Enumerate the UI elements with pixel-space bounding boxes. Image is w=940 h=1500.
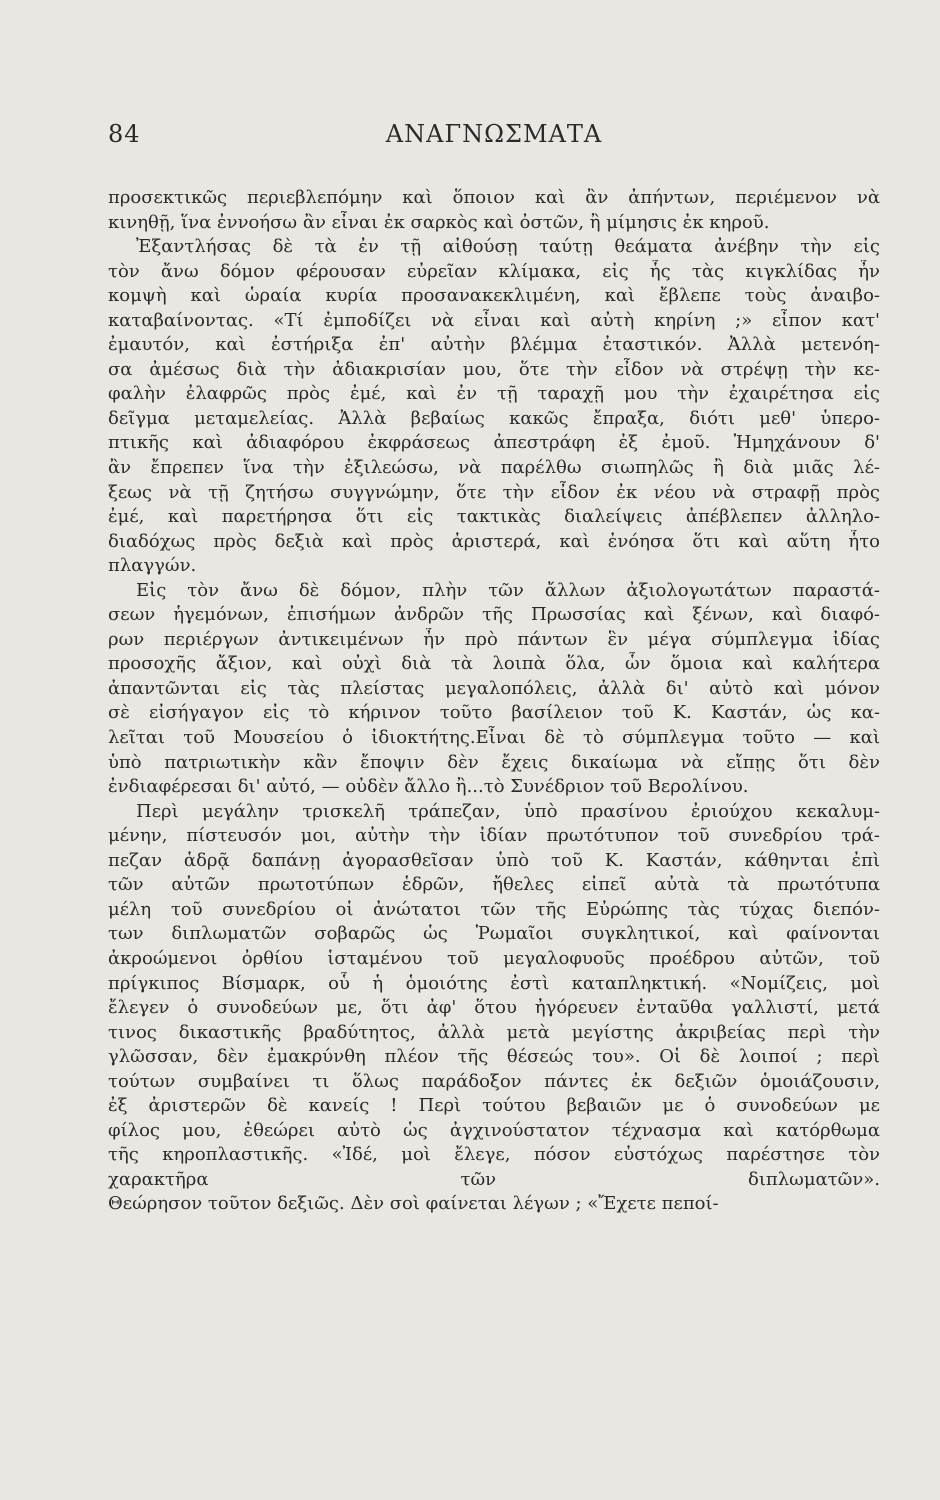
text-line: των διπλωματῶν σοβαρῶς ὡς Ῥωμαῖοι συγκλητικοί, καὶ φαίνονται bbox=[108, 923, 880, 945]
text-line: μένην, πίστευσόν μοι, αὐτὴν τὴν ἰδίαν πρωτότυπον τοῦ συνεδρίου τρά- bbox=[108, 825, 880, 847]
text-line: ἂν ἔπρεπεν ἵνα τὴν ἐξιλεώσω, νὰ παρέλθω σιωπηλῶς ἢ διὰ μιᾶς λέ- bbox=[108, 457, 880, 479]
text-line: ἐμαυτόν, καὶ ἐστήριξα ἐπ' αὐτὴν βλέμμα ἐταστικόν. Ἀλλὰ μετενόη- bbox=[108, 334, 880, 356]
text-line: τούτων συμβαίνει τι ὅλως παράδοξον πάντες ἐκ δεξιῶν ὁμοιάζουσιν, bbox=[108, 1070, 880, 1092]
text-line: κομψὴ καὶ ὡραία κυρία προσανακεκλιμένη, καὶ ἔβλεπε τοὺς ἀναιβο- bbox=[108, 285, 880, 307]
text-line: φαλὴν ἐλαφρῶς πρὸς ἐμέ, καὶ ἐν τῇ ταραχῇ μου τὴν ἐχαιρέτησα εἰς bbox=[108, 383, 880, 405]
text-line: φίλος μου, ἐθεώρει αὐτὸ ὡς ἀγχινούστατον τέχνασμα καὶ κατόρθωμα bbox=[108, 1119, 880, 1141]
text-line: μέλη τοῦ συνεδρίου οἱ ἀνώτατοι τῶν τῆς Εὐρώπης τὰς τύχας διεπόν- bbox=[108, 898, 880, 920]
text-line: πεζαν ἁδρᾷ δαπάνῃ ἀγορασθεῖσαν ὑπὸ τοῦ Κ. Καστάν, κάθηνται ἐπὶ bbox=[108, 849, 880, 871]
text-line: σεων ἡγεμόνων, ἐπισήμων ἀνδρῶν τῆς Πρωσσίας καὶ ξένων, καὶ διαφό- bbox=[108, 604, 880, 626]
page-header bbox=[108, 120, 880, 156]
text-line: καταβαίνοντας. «Τί ἐμποδίζει νὰ εἶναι καὶ αὐτὴ κηρίνη ;» εἶπον κατ' bbox=[108, 309, 880, 331]
text-line: ἀπαντῶνται εἰς τὰς πλείστας μεγαλοπόλεις, ἀλλὰ δι' αὐτὸ καὶ μόνον bbox=[108, 677, 880, 699]
text-line: ἐμέ, καὶ παρετήρησα ὅτι εἰς τακτικὰς διαλείψεις ἀπέβλεπεν ἀλληλο- bbox=[108, 506, 880, 528]
text-line: ρων περιέργων ἀντικειμένων ἦν πρὸ πάντων ἓν μέγα σύμπλεγμα ἰδίας bbox=[108, 628, 880, 650]
text-line: ἀκροώμενοι ὀρθίου ἱσταμένου τοῦ μεγαλοφυοῦς προέδρου αὐτῶν, τοῦ bbox=[108, 947, 880, 969]
text-line: Θεώρησον τοῦτον δεξιῶς. Δὲν σοὶ φαίνεται λέγων ; «Ἔχετε πεποί- bbox=[108, 1193, 719, 1215]
body-text bbox=[108, 186, 880, 1242]
text-line: σα ἀμέσως διὰ τὴν ἀδιακρισίαν μου, ὅτε τὴν εἶδον νὰ στρέψῃ τὴν κε- bbox=[108, 358, 880, 380]
text-line: ὑπὸ πατριωτικὴν κἂν ἔποψιν δὲν ἔχεις δικαίωμα νὰ εἴπῃς ὅτι δὲν bbox=[108, 751, 880, 773]
text-line: γλῶσσαν, δὲν ἐμακρύνθη πλέον τῆς θέσεώς του». Οἱ δὲ λοιποί ; περὶ bbox=[108, 1046, 880, 1068]
text-line: τινος δικαστικῆς βραδύτητος, ἀλλὰ μετὰ μεγίστης ἀκριβείας περὶ τὴν bbox=[108, 1021, 880, 1043]
text-line: προσοχῆς ἄξιον, καὶ οὐχὶ διὰ τὰ λοιπὰ ὅλα, ὧν ὅμοια καὶ καλήτερα bbox=[108, 653, 880, 675]
text-line: πρίγκιπος Βίσμαρκ, οὗ ἡ ὁμοιότης ἐστὶ καταπληκτική. «Νομίζεις, μοὶ bbox=[108, 972, 880, 994]
text-line: τὸν ἄνω δόμον φέρουσαν εὐρεῖαν κλίμακα, εἰς ἧς τὰς κιγκλίδας ἦν bbox=[108, 260, 880, 282]
text-line: τῆς κηροπλαστικῆς. «Ἰδέ, μοὶ ἔλεγε, πόσον εὐστόχως παρέστησε τὸν bbox=[108, 1144, 880, 1166]
text-line: Εἰς τὸν ἄνω δὲ δόμον, πλὴν τῶν ἄλλων ἀξιολογωτάτων παραστά- bbox=[136, 579, 880, 601]
text-line: ἔλεγεν ὁ συνοδεύων με, ὅτι ἀφ' ὅτου ἠγόρευεν ἐνταῦθα γαλλιστί, μετά bbox=[108, 997, 880, 1019]
text-line: διαδόχως πρὸς δεξιὰ καὶ πρὸς ἀριστερά, καὶ ἐνόησα ὅτι καὶ αὕτη ἦτο bbox=[108, 530, 880, 552]
text-line: σὲ εἰσήγαγον εἰς τὸ κήρινον τοῦτο βασίλειον τοῦ Κ. Καστάν, ὡς κα- bbox=[108, 702, 880, 724]
text-line: Ἐξαντλήσας δὲ τὰ ἐν τῇ αἰθούσῃ ταύτῃ θεάματα ἀνέβην τὴν εἰς bbox=[136, 236, 880, 258]
text-line: τῶν αὐτῶν πρωτοτύπων ἑδρῶν, ἤθελες εἰπεῖ αὐτὰ τὰ πρωτότυπα bbox=[108, 874, 880, 896]
text-line: ἐνδιαφέρεσαι δι' αὐτό, — οὐδὲν ἄλλο ἢ...τὸ Συνέδριον τοῦ Βερολίνου. bbox=[108, 776, 749, 798]
text-line: προσεκτικῶς περιεβλεπόμην καὶ ὅποιον καὶ ἂν ἀπήντων, περιέμενον νὰ bbox=[108, 187, 880, 208]
running-title: ΑΝΑΓΝΩΣΜΑΤΑ bbox=[385, 120, 603, 148]
text-line: κινηθῇ, ἵνα ἐννοήσω ἂν εἶναι ἐκ σαρκὸς καὶ ὀστῶν, ἢ μίμησις ἐκ κηροῦ. bbox=[108, 211, 770, 233]
text-line: ξεως νὰ τῇ ζητήσω συγγνώμην, ὅτε τὴν εἶδον ἐκ νέου νὰ στραφῇ πρὸς bbox=[108, 481, 880, 503]
page-number: 84 bbox=[108, 120, 141, 148]
text-line: πτικῆς καὶ ἀδιαφόρου ἐκφράσεως ἀπεστράφη ἐξ ἐμοῦ. Ἠμηχάνουν δ' bbox=[108, 432, 880, 454]
text-line: ἐξ ἀριστερῶν δὲ κανείς ! Περὶ τούτου βεβαιῶν με ὁ συνοδεύων με bbox=[108, 1095, 880, 1117]
text-line bbox=[108, 1217, 880, 1242]
text-line: πλαγγών. bbox=[108, 555, 197, 577]
text-line: λεῖται τοῦ Μουσείου ὁ ἰδιοκτήτης.Εἶναι δὲ τὸ σύμπλεγμα τοῦτο — καὶ bbox=[108, 727, 880, 749]
text-line: δεῖγμα μεταμελείας. Ἀλλὰ βεβαίως κακῶς ἔπραξα, διότι μεθ' ὑπερο- bbox=[108, 407, 880, 429]
text-line: Περὶ μεγάλην τρισκελῆ τράπεζαν, ὑπὸ πρασίνου ἐριούχου κεκαλυμ- bbox=[136, 800, 880, 822]
text-line: χαρακτῆρα τῶν διπλωματῶν». bbox=[108, 1168, 880, 1190]
